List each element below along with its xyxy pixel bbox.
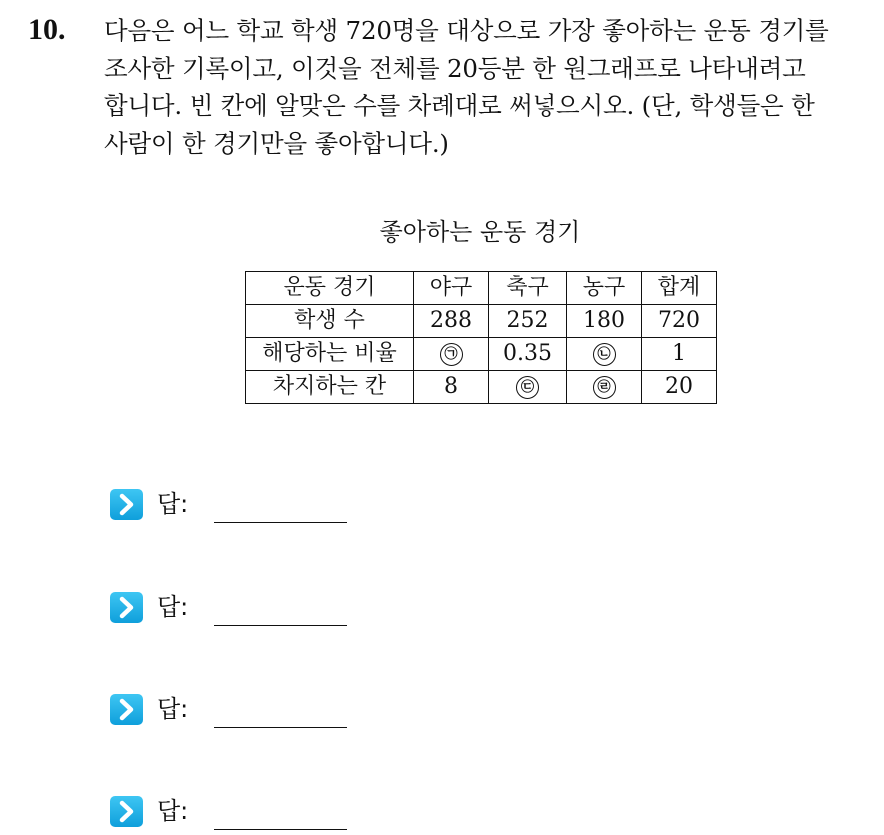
table-cell: 0.35 bbox=[489, 338, 567, 371]
table-cell bbox=[489, 371, 567, 404]
table-cell: 720 bbox=[642, 305, 717, 338]
answer-blank[interactable] bbox=[214, 522, 347, 523]
table-header-cell: 축구 bbox=[489, 272, 567, 305]
answer-blank[interactable] bbox=[214, 829, 347, 830]
table-cell: 1 bbox=[642, 338, 717, 371]
question-number: 10. bbox=[28, 13, 66, 46]
blank-marker: ㉢ bbox=[516, 376, 539, 399]
table-cell: 20 bbox=[642, 371, 717, 404]
table-header-row bbox=[246, 272, 717, 305]
chevron-right-icon bbox=[110, 694, 143, 725]
table-row bbox=[246, 338, 717, 371]
table-cell: 8 bbox=[414, 371, 489, 404]
chevron-right-icon bbox=[110, 796, 143, 827]
table-cell bbox=[567, 371, 642, 404]
table-cell bbox=[567, 338, 642, 371]
table-row bbox=[246, 371, 717, 404]
question-text: 다음은 어느 학교 학생 720명을 대상으로 가장 좋아하는 운동 경기를 조사한 기록이고, 이것을 전체를 20등분 한 원그래프로 나타내려고 합니다. 빈 칸에 알맞은 수를 차례대로 써넣으시오. (단, 학생들은 한 사람이 한 경기만을 좋아합니다.) bbox=[104, 16, 829, 158]
answer-blank[interactable] bbox=[214, 727, 347, 728]
answer-label: 답: bbox=[157, 490, 189, 518]
table-cell bbox=[414, 338, 489, 371]
blank-marker: ㉠ bbox=[440, 343, 463, 366]
table-cell: 차지하는 칸 bbox=[246, 371, 414, 404]
chevron-right-icon bbox=[110, 592, 143, 623]
table-cell: 해당하는 비율 bbox=[246, 338, 414, 371]
table-title: 좋아하는 운동 경기 bbox=[379, 218, 581, 246]
table-header-cell: 운동 경기 bbox=[246, 272, 414, 305]
chevron-right-icon bbox=[110, 489, 143, 520]
answer-label: 답: bbox=[157, 797, 189, 825]
answer-label: 답: bbox=[157, 695, 189, 723]
answer-label: 답: bbox=[157, 593, 189, 621]
blank-marker: ㉡ bbox=[593, 343, 616, 366]
sports-table bbox=[245, 271, 717, 404]
table-cell: 288 bbox=[414, 305, 489, 338]
table-header-cell: 합계 bbox=[642, 272, 717, 305]
blank-marker: ㉣ bbox=[593, 376, 616, 399]
table-header-cell: 야구 bbox=[414, 272, 489, 305]
table-row bbox=[246, 305, 717, 338]
table-cell: 180 bbox=[567, 305, 642, 338]
table-cell: 252 bbox=[489, 305, 567, 338]
answer-blank[interactable] bbox=[214, 625, 347, 626]
table-header-cell: 농구 bbox=[567, 272, 642, 305]
table-cell: 학생 수 bbox=[246, 305, 414, 338]
